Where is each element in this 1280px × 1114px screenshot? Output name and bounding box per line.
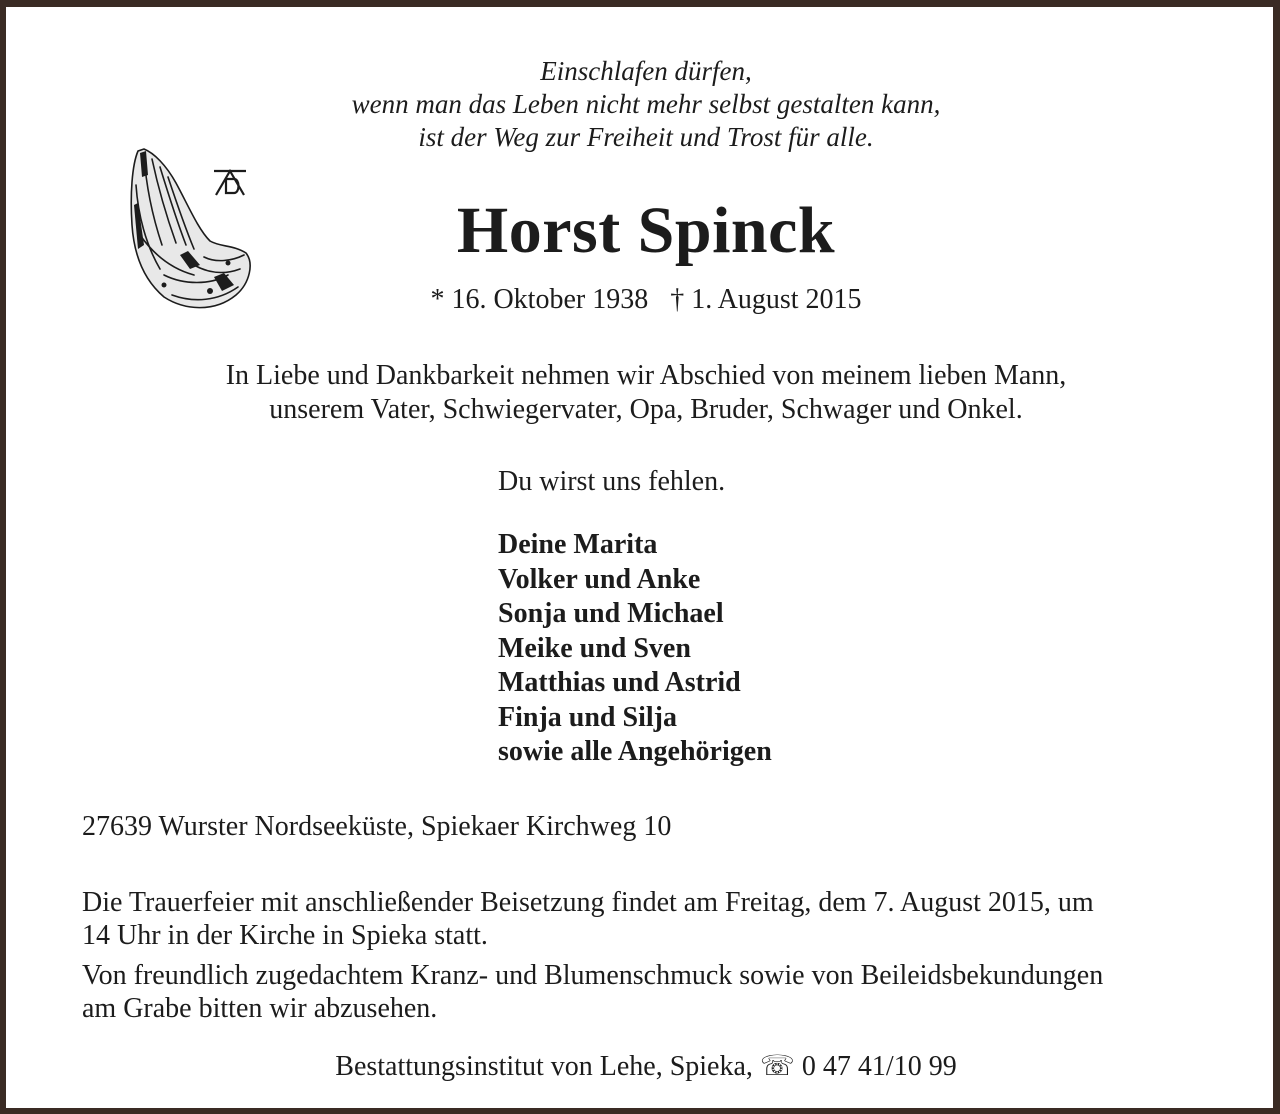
poem-line: wenn man das Leben nicht mehr selbst gestalten kann, [351, 89, 941, 119]
mourner-name: Sonja und Michael [498, 598, 724, 629]
farewell-text [6, 359, 1280, 427]
life-dates [6, 284, 1280, 316]
mourner-name: sowie alle Angehörigen [498, 736, 772, 767]
mourners-list [498, 528, 772, 770]
flowers-line: am Grabe bitten wir abzusehen. [82, 993, 438, 1024]
flowers-request [82, 959, 1103, 1025]
poem-line: Einschlafen dürfen, [540, 56, 752, 86]
mourner-name: Finja und Silja [498, 701, 677, 733]
funeral-line: 14 Uhr in der Kirche in Spieka statt. [82, 920, 488, 951]
poem [6, 55, 1280, 154]
mourner-name: Meike und Sven [498, 632, 691, 664]
undertaker-contact: Bestattungsinstitut von Lehe, Spieka, ☏ 0 47 41/10 99 [335, 1051, 957, 1082]
death-date: † 1. August 2015 [670, 284, 862, 315]
farewell-line: In Liebe und Dankbarkeit nehmen wir Abschied von meinem lieben Mann, [225, 360, 1067, 391]
deceased-name: Horst Spinck [456, 194, 836, 267]
birth-date: * 16. Oktober 1938 [430, 284, 649, 315]
mourner-name: Volker und Anke [498, 563, 701, 595]
flowers-line: Von freundlich zugedachtem Kranz- und Blumenschmuck sowie von Beileidsbekundungen [82, 960, 1104, 991]
funeral-line: Die Trauerfeier mit anschließender Beisetzung findet am Freitag, dem 7. August 2015, um [82, 887, 1094, 918]
farewell-line: unserem Vater, Schwiegervater, Opa, Bruder, Schwager und Onkel. [269, 394, 1023, 425]
mourner-name: Deine Marita [498, 529, 658, 560]
funeral-info [82, 886, 1094, 952]
mourner-name: Matthias und Astrid [498, 667, 741, 698]
family-address: 27639 Wurster Nordseeküste, Spiekaer Kirchweg 10 [82, 811, 672, 842]
miss-you-text: Du wirst uns fehlen. [498, 466, 726, 497]
poem-line: ist der Weg zur Freiheit und Trost für alle. [418, 122, 874, 152]
